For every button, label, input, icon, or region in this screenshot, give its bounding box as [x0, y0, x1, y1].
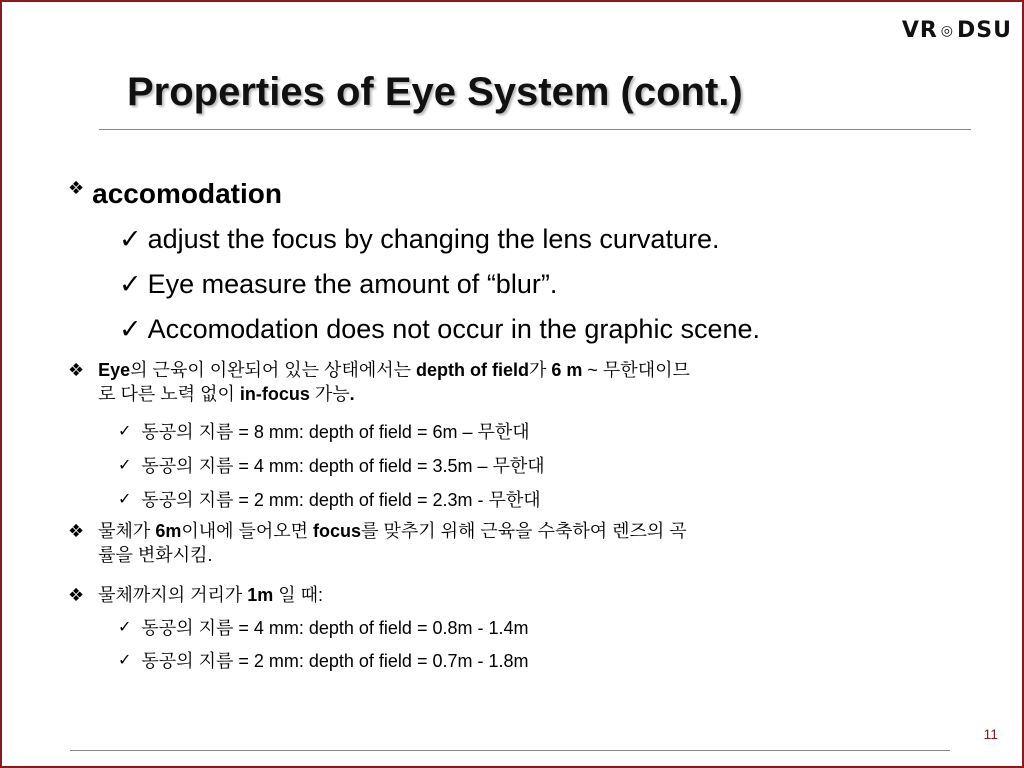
- bullet-body: [98, 358, 690, 406]
- diamond-bullet-icon: ❖: [68, 585, 85, 605]
- bullet-text: accomodation: [92, 178, 282, 209]
- subbullet-adjust-focus: [119, 224, 719, 255]
- subbullet-1m-4mm: [118, 616, 528, 640]
- title-divider: [99, 129, 971, 130]
- bullet-distance-1m: [68, 583, 323, 607]
- check-bullet-icon: ✓: [119, 269, 142, 299]
- bullet-text: 동공의 지름 = 4 mm: depth of field = 0.8m - 1.4m: [141, 618, 529, 638]
- bullet-line-1: Eye의 근육이 이완되어 있는 상태에서는 depth of field가 6 m ~ 무한대이므: [98, 360, 690, 380]
- bullet-text: 동공의 지름 = 2 mm: depth of field = 0.7m - 1.8m: [141, 651, 529, 671]
- slide-title: Properties of Eye System (cont.): [127, 70, 743, 114]
- subbullet-2mm: [118, 488, 541, 512]
- bullet-text: adjust the focus by changing the lens curvature.: [147, 224, 720, 254]
- bullet-line-1: 물체가 6m이내에 들어오면 focus를 맞추기 위해 근육을 수축하여 렌즈의 곡: [98, 521, 687, 541]
- check-bullet-icon: ✓: [118, 457, 132, 474]
- bullet-text: 동공의 지름 = 8 mm: depth of field = 6m – 무한대: [141, 422, 530, 442]
- bullet-text: 동공의 지름 = 4 mm: depth of field = 3.5m – 무한대: [141, 456, 545, 476]
- page-number: 11: [983, 726, 998, 742]
- diamond-bullet-icon: ❖: [68, 360, 85, 380]
- subbullet-8mm: [118, 420, 530, 444]
- bullet-text: 동공의 지름 = 2 mm: depth of field = 2.3m - 무한대: [141, 490, 541, 510]
- bullet-text: Eye measure the amount of “blur”.: [147, 269, 558, 299]
- footer-divider: [70, 750, 950, 751]
- subbullet-4mm: [118, 454, 545, 478]
- check-bullet-icon: ✓: [119, 224, 142, 254]
- diamond-bullet-icon: ❖: [68, 178, 85, 198]
- subbullet-blur: [119, 269, 557, 300]
- check-bullet-icon: ✓: [119, 314, 142, 344]
- diamond-bullet-icon: ❖: [68, 521, 85, 541]
- bullet-eye-depth-of-field: [68, 358, 948, 406]
- check-bullet-icon: ✓: [118, 491, 132, 508]
- logo-text-right: DSU: [957, 18, 1012, 43]
- logo-text-left: VR: [901, 18, 938, 43]
- bullet-body: [98, 519, 687, 567]
- bullet-body: 물체까지의 거리가 1m 일 때:: [98, 585, 324, 605]
- subbullet-graphic-scene: [119, 314, 760, 345]
- vr-dsu-logo: [902, 18, 1012, 43]
- bullet-line-2: 률을 변화시킴.: [98, 545, 213, 565]
- bullet-text: Accomodation does not occur in the graphic scene.: [147, 314, 760, 344]
- check-bullet-icon: ✓: [118, 619, 132, 636]
- check-bullet-icon: ✓: [118, 423, 132, 440]
- check-bullet-icon: ✓: [118, 652, 132, 669]
- subbullet-1m-2mm: [118, 649, 528, 673]
- bullet-line-2: 로 다른 노력 없이 in-focus 가능.: [98, 384, 355, 404]
- bullet-accomodation: [68, 178, 282, 210]
- bullet-focus-lens: [68, 519, 948, 567]
- logo-mark-icon: ◎: [940, 22, 955, 39]
